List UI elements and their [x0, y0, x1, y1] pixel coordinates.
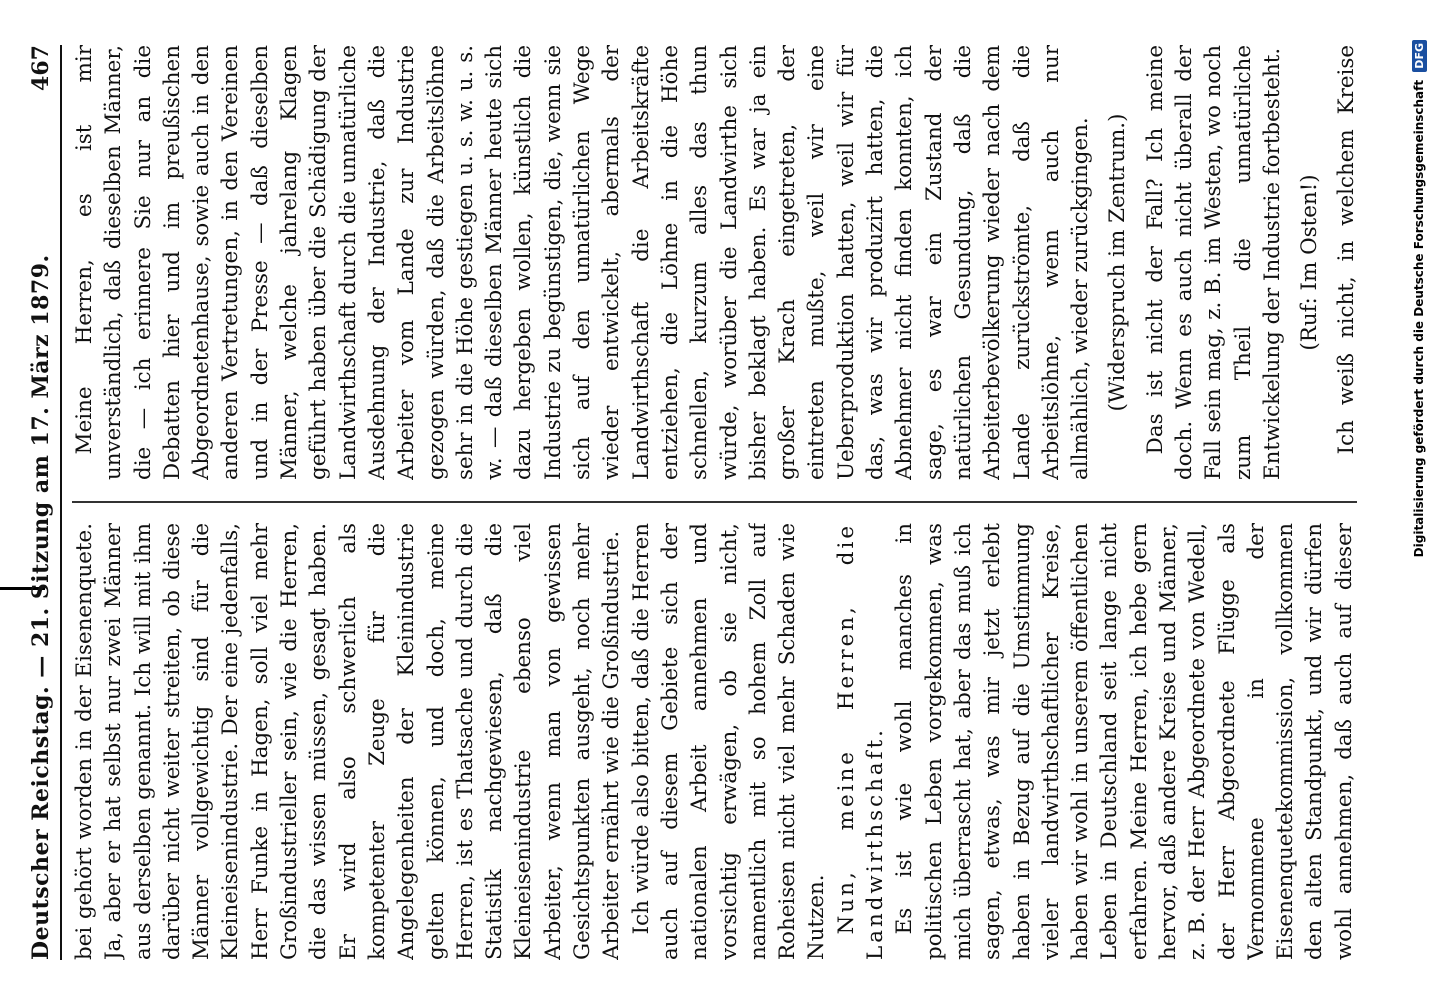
funding-note — [1412, 40, 1427, 960]
interjection: (Widerspruch im Zentrum.) — [1105, 113, 1131, 412]
paragraph: Es ist wie wohl manches in politischen Leben vorgekommen, was mich überrascht hat, aber das muß ich sagen, etwas, was mir jetzt erlebt haben in Bezug auf die Umstimmung vieler landwirthschaftlicher Kreise, haben wir wohl in unserem öffentlichen Leben in Deutschland seit lange nicht erfahren. Meine Herren, ich hebe gern hervor, daß andere Kreise und Männer, z. B. der Herr Abgeordnete von Wedell, der Herr Abgeordnete Flügge als Vernommene in der Eisenenquetekommission, vollkommen den alten Standpunkt, und wir dürfen wohl annehmen, daß auch auf dieser — [892, 523, 1357, 960]
column-divider — [72, 501, 1357, 503]
paragraph: Ich weiß nicht, in welchem Kreise — [1334, 45, 1360, 455]
dfg-logo: DFG — [1412, 40, 1427, 72]
page-header — [18, 45, 62, 960]
paragraph: bei gehört worden in der Eisenenquete. Ja, aber er hat selbst nur zwei Männer aus derselben genannt. Ich will mit ihm darüber nicht weiter streiten, ob diese Männer vollgewichtig sind für die Kleineisenindustrie. Der eine jedenfalls, Herr Funke in Hagen, soll viel mehr Großindustrieller sein, wie die Herren, die das wissen müssen, gesagt haben. Er wird also schwerlich als kompetenter Zeuge für die Angelegenheiten der Kleinindustrie gelten können, und doch, meine Herren, ist es Thatsache und durch die Statistik nachgewiesen, daß die Kleineisenindustrie ebenso viel Arbeiter, wenn man von gewissen Gesichtspunkten ausgeht, noch mehr Arbeiter ernährt wie die Großindustrie. — [72, 523, 625, 960]
right-column — [70, 45, 1360, 480]
header-title: Deutscher Reichstag. — 21. Sitzung am 17. März 1879. — [28, 254, 54, 960]
interjection: (Ruf: Im Osten!) — [1297, 174, 1323, 351]
paragraph: Das ist nicht der Fall? Ich meine doch. Wenn es auch nicht überall der Fall sein mag, z. B. im Westen, wo noch zum Theil die unnatürliche Entwickelung der Industrie fortbesteht. — [1142, 45, 1285, 480]
paragraph: Ich würde also bitten, daß die Herren auch auf diesem Gebiete sich der nationalen Arbeit annehmen und vorsichtig erwägen, ob sie nicht, namentlich mit so hohem Zoll auf Roheisen nicht viel mehr Schaden wie Nutzen. — [628, 523, 830, 960]
funding-text: Digitalisierung gefördert durch die Deutsche Forschungsgemeinschaft — [1412, 79, 1426, 558]
left-column — [70, 523, 1360, 960]
page-number: 467 — [28, 45, 54, 91]
section-heading: Nun, meine Herren, die Landwirthschaft. — [833, 523, 889, 960]
paragraph: Meine Herren, es ist mir unverständlich, daß dieselben Männer, die — ich erinnere Sie nur an die Debatten hier und im preußischen Abgeordnetenhause, sowie auch in den anderen Vertretungen, in den Vereinen und in der Presse — daß dieselben Männer, welche jahrelang Klagen geführt haben über die Schädigung der Landwirthschaft durch die unnatürliche Ausdehnung der Industrie, daß die Arbeiter vom Lande zur Industrie gezogen würden, daß die Arbeitslöhne sehr in die Höhe gestiegen u. s. w. u. s. w. — daß dieselben Männer heute sich dazu hergeben wollen, künstlich die Industrie zu begünstigen, die, wenn sie sich auf den unnatürlichen Wege wieder entwickelt, abermals der Landwirthschaft die Arbeitskräfte entziehen, die Löhne in die Höhe schnellen, kurzum alles das thun würde, worüber die Landwirthe sich bisher beklagt haben. Es war ja ein großer Krach eingetreten, der eintreten mußte, weil wir eine Ueberproduktion hatten, weil wir für das, was wir produzirt hatten, die Abnehmer nicht finden konnten, ich sage, es war ein Zustand der natürlichen Gesundung, daß die Arbeiterbevölkerung wieder nach dem Lande zurückströmte, daß die Arbeitslöhne, wenn auch nur allmählich, wieder zurückgingen. — [72, 45, 1094, 480]
